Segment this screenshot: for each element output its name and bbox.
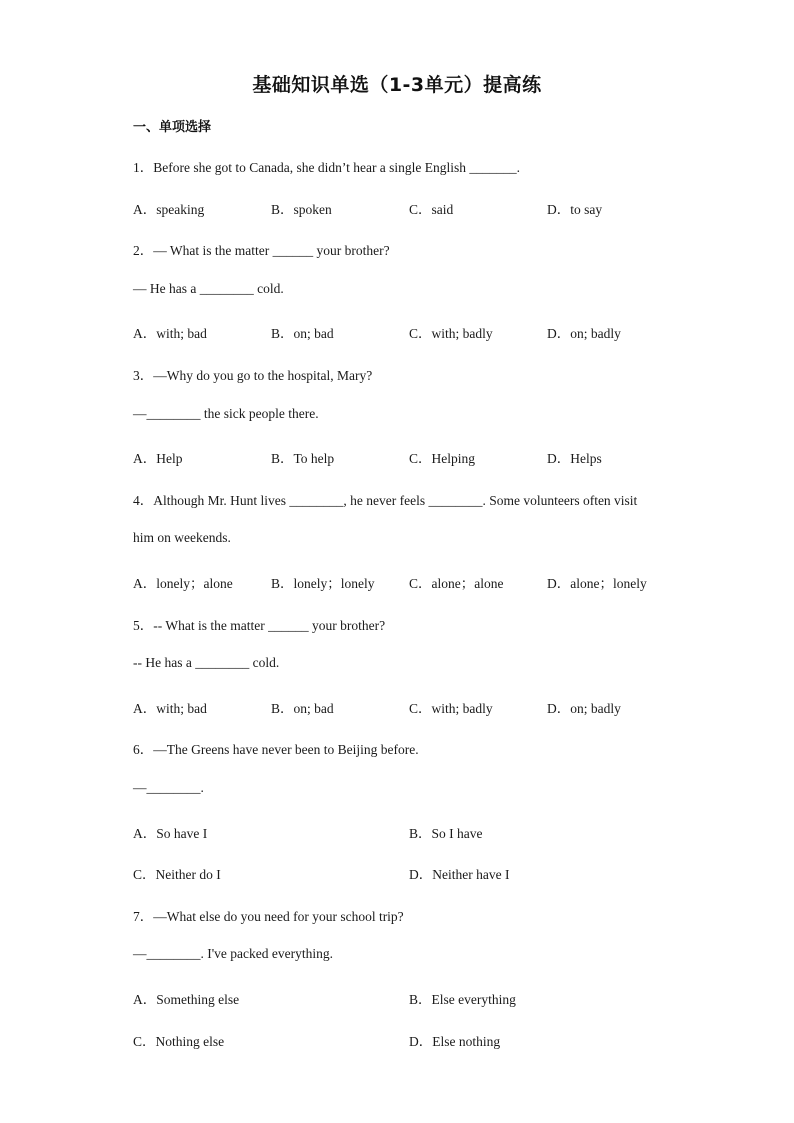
q2-option-c[interactable]: C．with; badly [409, 326, 493, 341]
question-7-stem: 7．—What else do you need for your school trip? [133, 909, 404, 924]
page-title: 基础知识单选（1-3单元）提高练 [252, 74, 542, 96]
question-4-stem: 4．Although Mr. Hunt lives ________, he never feels ________. Some volunteers often visit [133, 493, 638, 508]
q3-option-c[interactable]: C．Helping [409, 451, 475, 466]
q4-option-a[interactable]: A．lonely；alone [133, 576, 233, 591]
q7-option-d[interactable]: D．Else nothing [409, 1034, 501, 1049]
question-2-stem: 2．— What is the matter ______ your brother? [133, 243, 390, 258]
q7-option-c[interactable]: C．Nothing else [133, 1034, 225, 1049]
q2-option-a[interactable]: A．with; bad [133, 326, 207, 341]
q6-option-a[interactable]: A．So have I [133, 826, 208, 841]
q6-option-b[interactable]: B．So I have [409, 826, 483, 841]
q1-option-d[interactable]: D．to say [547, 202, 603, 217]
q4-option-d[interactable]: D．alone；lonely [547, 576, 647, 591]
q4-option-c[interactable]: C．alone；alone [409, 576, 504, 591]
section-heading: 一、单项选择 [133, 120, 212, 135]
q5-option-d[interactable]: D．on; badly [547, 701, 621, 716]
q1-option-a[interactable]: A．speaking [133, 202, 205, 217]
q7-option-b[interactable]: B．Else everything [409, 992, 516, 1007]
q4-option-b[interactable]: B．lonely；lonely [271, 576, 375, 591]
q2-option-d[interactable]: D．on; badly [547, 326, 621, 341]
q6-option-d[interactable]: D．Neither have I [409, 867, 510, 882]
q1-option-b[interactable]: B．spoken [271, 202, 332, 217]
question-2-reply: — He has a ________ cold. [133, 281, 284, 296]
question-1-stem: 1．Before she got to Canada, she didn’t hear a single English _______. [133, 160, 521, 175]
question-3-stem: 3．—Why do you go to the hospital, Mary? [133, 368, 373, 383]
q6-option-c[interactable]: C．Neither do I [133, 867, 221, 882]
q5-option-a[interactable]: A．with; bad [133, 701, 207, 716]
question-7-reply: —________. I've packed everything. [133, 946, 334, 961]
q5-option-b[interactable]: B．on; bad [271, 701, 334, 716]
question-6-reply: —________. [133, 780, 204, 795]
question-4-stem-continued: him on weekends. [133, 530, 231, 545]
q3-option-b[interactable]: B．To help [271, 451, 335, 466]
q7-option-a[interactable]: A．Something else [133, 992, 240, 1007]
q3-option-d[interactable]: D．Helps [547, 451, 602, 466]
question-5-reply: -- He has a ________ cold. [133, 655, 280, 670]
q3-option-a[interactable]: A．Help [133, 451, 183, 466]
question-6-stem: 6．—The Greens have never been to Beijing before. [133, 742, 419, 757]
q2-option-b[interactable]: B．on; bad [271, 326, 334, 341]
question-3-reply: —________ the sick people there. [133, 406, 319, 421]
q1-option-c[interactable]: C．said [409, 202, 454, 217]
q5-option-c[interactable]: C．with; badly [409, 701, 493, 716]
question-5-stem: 5．-- What is the matter ______ your brother? [133, 618, 386, 633]
